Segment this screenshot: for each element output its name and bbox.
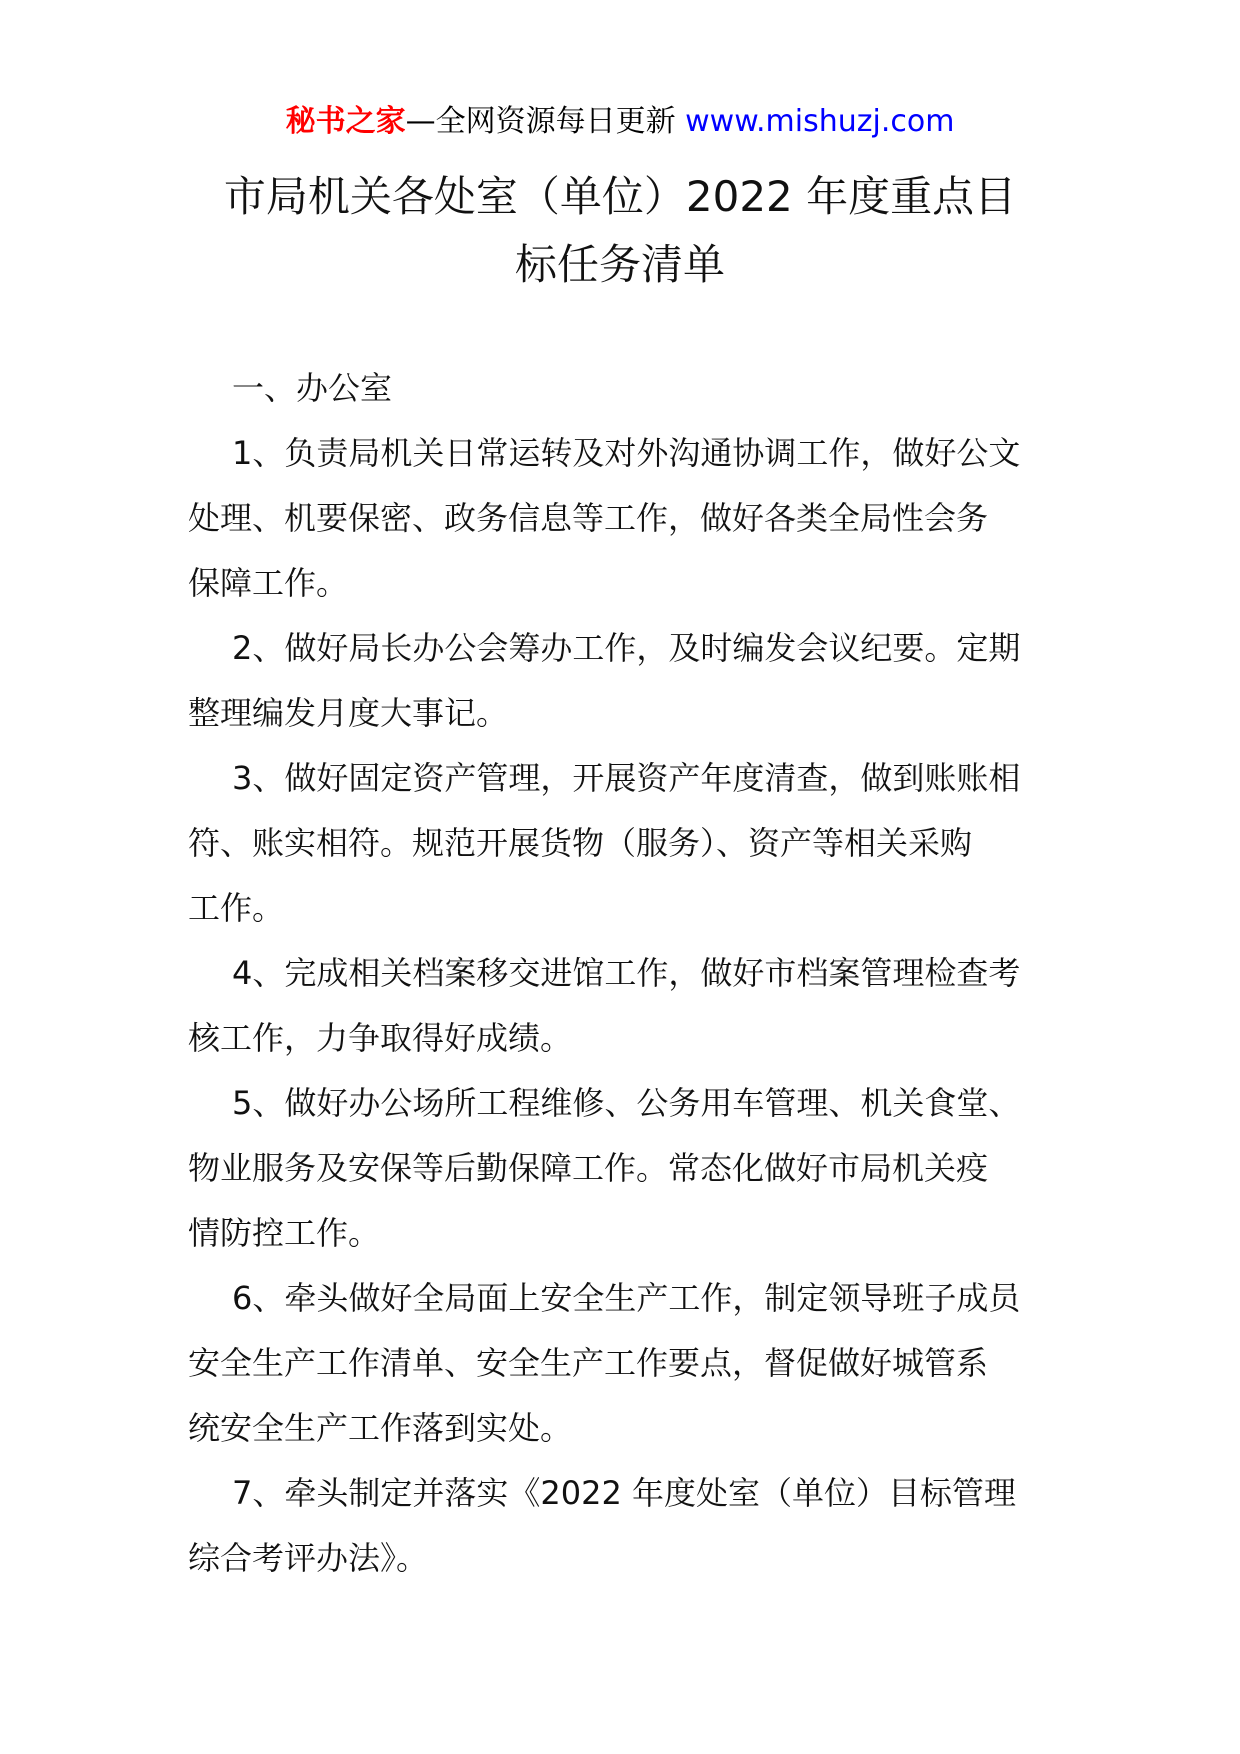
document-title-line-1: 市局机关各处室（单位）2022 年度重点目 bbox=[223, 172, 1017, 221]
section-heading: 一、办公室 bbox=[232, 369, 393, 407]
task-item-5: 5、做好办公场所工程维修、公务用车管理、机关食堂、 物业服务及安保等后勤保障工作。常态化做好市局机关疫 情防控工作。 bbox=[188, 1084, 1021, 1252]
document-title-line-2: 标任务清单 bbox=[514, 240, 725, 289]
task-item-2: 2、做好局长办公会筹办工作，及时编发会议纪要。定期 整理编发月度大事记。 bbox=[188, 629, 1021, 732]
task-item-7: 7、牵头制定并落实《2022 年度处室（单位）目标管理 综合考评办法》。 bbox=[188, 1474, 1016, 1577]
task-item-6: 6、牵头做好全局面上安全生产工作，制定领导班子成员 安全生产工作清单、安全生产工作要点，督促做好城管系 统安全生产工作落到实处。 bbox=[188, 1279, 1021, 1447]
site-url-link[interactable]: www.mishuzj.com bbox=[685, 104, 955, 139]
document-body bbox=[188, 356, 1068, 1591]
site-brand: 秘书之家 bbox=[285, 104, 406, 139]
task-item-3: 3、做好固定资产管理，开展资产年度清查，做到账账相 符、账实相符。规范开展货物（服务）、资产等相关采购 工作。 bbox=[188, 759, 1021, 927]
task-item-4: 4、完成相关档案移交进馆工作，做好市档案管理检查考 核工作，力争取得好成绩。 bbox=[188, 954, 1021, 1057]
site-header bbox=[0, 102, 1240, 142]
site-tagline: —全网资源每日更新 bbox=[405, 104, 676, 139]
task-item-1: 1、负责局机关日常运转及对外沟通协调工作，做好公文 处理、机要保密、政务信息等工作，做好各类全局性会务 保障工作。 bbox=[188, 434, 1021, 602]
document-title bbox=[160, 163, 1080, 299]
